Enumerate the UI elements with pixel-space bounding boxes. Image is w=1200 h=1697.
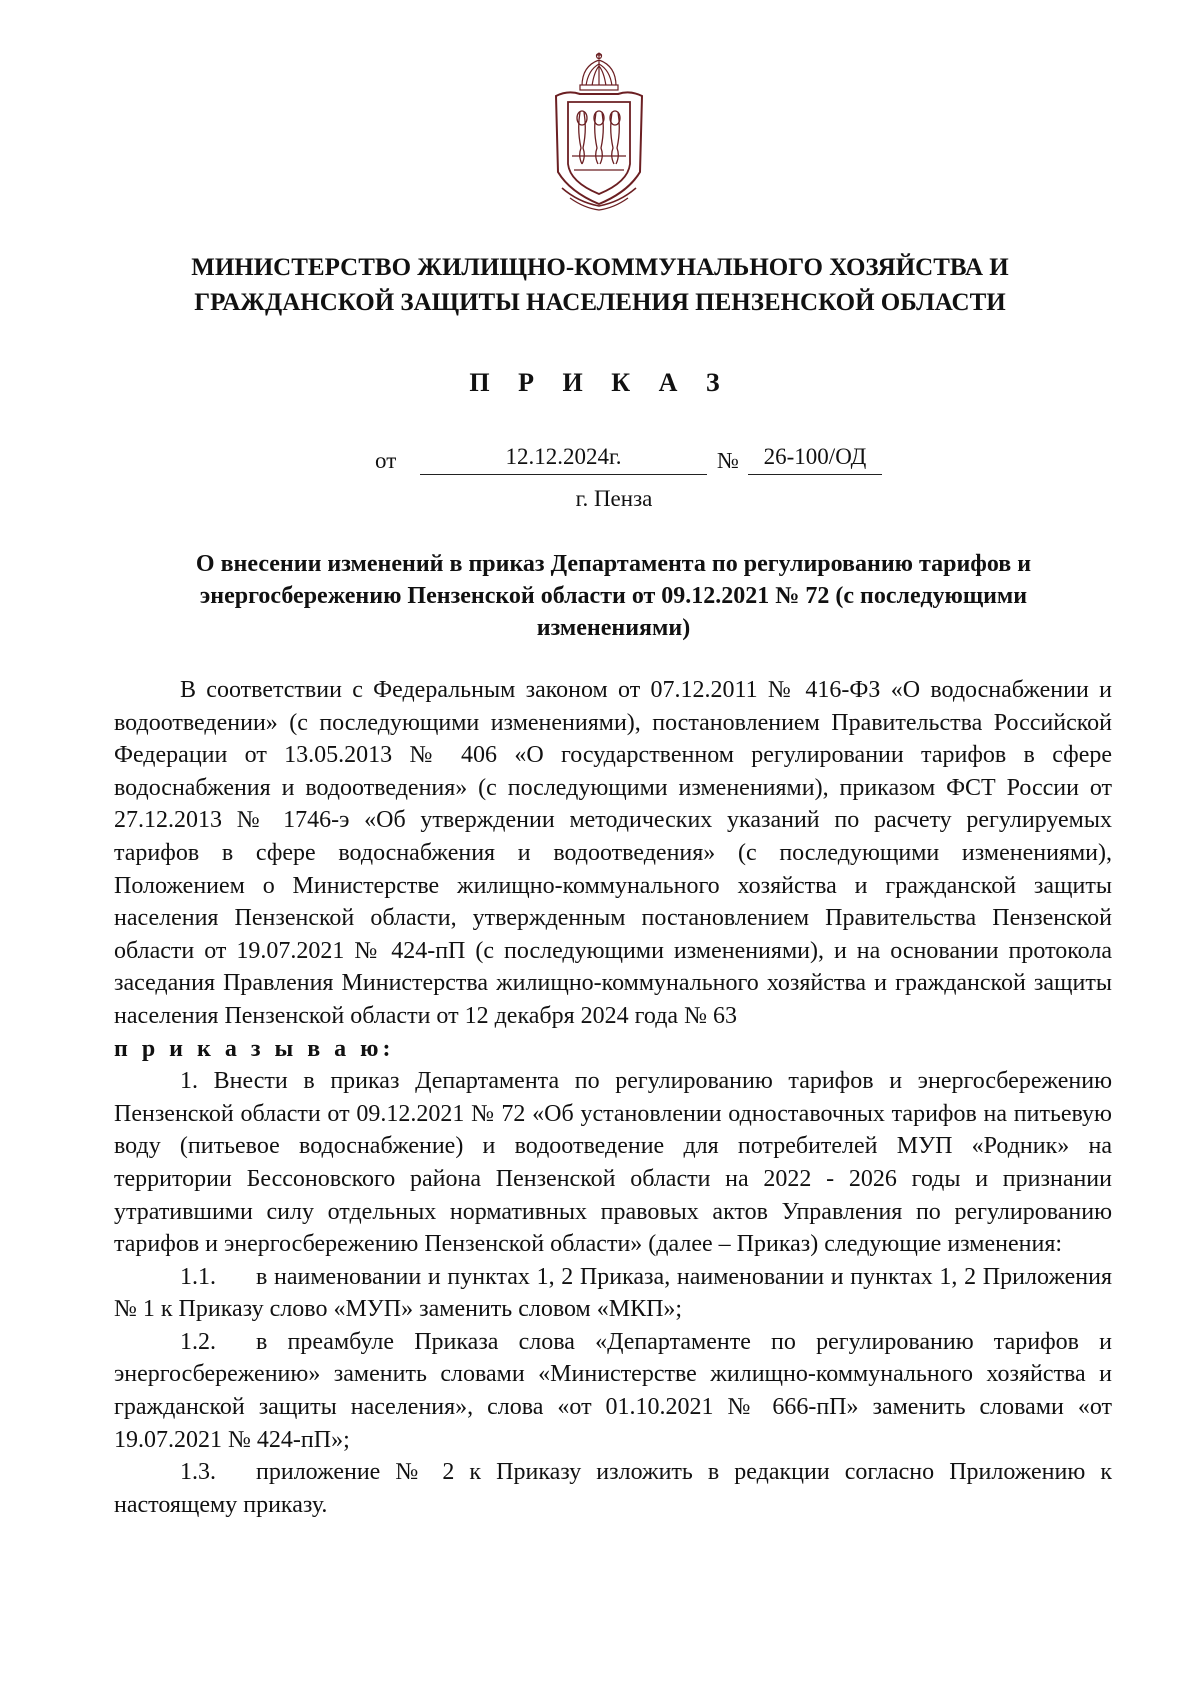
item-1-paragraph: 1. Внести в приказ Департамента по регулированию тарифов и энергосбережению Пензенской области от 09.12.2021 № 72 «Об установлении одноставочных тарифов на питьевую воду (питьевое водоснабжение) и водоотведение для потребителей МУП «Родник» на территории Бессоновского района Пензенской области на 2022 - 2026 годы и признании утратившими силу отдельных нормативных правовых актов Управления по регулированию тарифов и энергосбережению Пензенской области» (далее – Приказ) следующие изменения: — [114, 1068, 1112, 1258]
item-1-1-paragraph — [114, 1261, 1112, 1326]
order-subject — [116, 548, 1111, 644]
order-date: 12.12.2024г. — [420, 444, 707, 475]
item-1-2-number: 1.2. — [180, 1328, 216, 1355]
item-1-3-text: приложение № 2 к Приказу изложить в редакции согласно Приложению к настоящему приказу. — [114, 1459, 1112, 1518]
subject-line1: О внесении изменений в приказ Департамента по регулированию тарифов и — [195, 551, 1032, 577]
order-word-paragraph — [114, 1033, 1112, 1066]
item-1-3-paragraph — [114, 1456, 1112, 1521]
order-number: 26-100/ОД — [748, 444, 882, 475]
item-1-1-number: 1.1. — [180, 1263, 216, 1290]
item-1-3-number: 1.3. — [180, 1459, 216, 1486]
ministry-name-line2: ГРАЖДАНСКОЙ ЗАЩИТЫ НАСЕЛЕНИЯ ПЕНЗЕНСКОЙ ОБЛАСТИ — [194, 289, 1006, 316]
subject-line3: изменениями) — [536, 615, 691, 641]
document-type-title: П Р И К А З — [469, 368, 731, 397]
city: г. Пенза — [575, 486, 653, 511]
preamble-paragraph: В соответствии с Федеральным законом от 07.12.2011 № 416-ФЗ «О водоснабжении и водоотведении» (с последующими изменениями), постановлением Правительства Российской Федерации от 13.05.2013 № 406 «О государственном регулировании тарифов в сфере водоснабжения и водоотведения» (с последующими изменениями), приказом ФСТ России от 27.12.2013 № 1746-э «Об утверждении методических указаний по расчету регулируемых тарифов в сфере водоснабжения и водоотведения» (с последующими изменениями), Положением о Министерстве жилищно-коммунального хозяйства и гражданской защиты населения Пензенской области, утвержденным постановлением Правительства Пензенской области от 19.07.2021 № 424-пП (с последующими изменениями), и на основании протокола заседания Правления Министерства жилищно-коммунального хозяйства и гражданской защиты населения Пензенской области от 12 декабря 2024 года № 63 — [114, 677, 1112, 1029]
coat-of-arms-icon — [548, 52, 650, 212]
item-1-1-text: в наименовании и пунктах 1, 2 Приказа, наименовании и пунктах 1, 2 Приложения № 1 к Приказу слово «МУП» заменить словом «МКП»; — [114, 1263, 1112, 1323]
ministry-name-line1: МИНИСТЕРСТВО ЖИЛИЩНО-КОММУНАЛЬНОГО ХОЗЯЙСТВА И — [191, 254, 1009, 281]
ministry-name — [80, 250, 1120, 320]
date-number-line — [0, 444, 1200, 480]
subject-line2: энергосбережению Пензенской области от 09.12.2021 № 72 (с последующими — [199, 583, 1028, 609]
date-prefix: от — [375, 448, 397, 473]
number-prefix: № — [717, 448, 739, 473]
order-body — [114, 674, 1112, 1521]
order-word: п р и к а з ы в а ю: — [114, 1035, 395, 1062]
item-1-2-paragraph — [114, 1326, 1112, 1456]
item-1-2-text: в преамбуле Приказа слова «Департаменте по регулированию тарифов и энергосбережению» заменить словами «Министерстве жилищно-коммунального хозяйства и гражданской защиты населения», слова «от 01.10.2021 № 666-пП» заменить словами «от 19.07.2021 № 424-пП»; — [114, 1328, 1112, 1453]
